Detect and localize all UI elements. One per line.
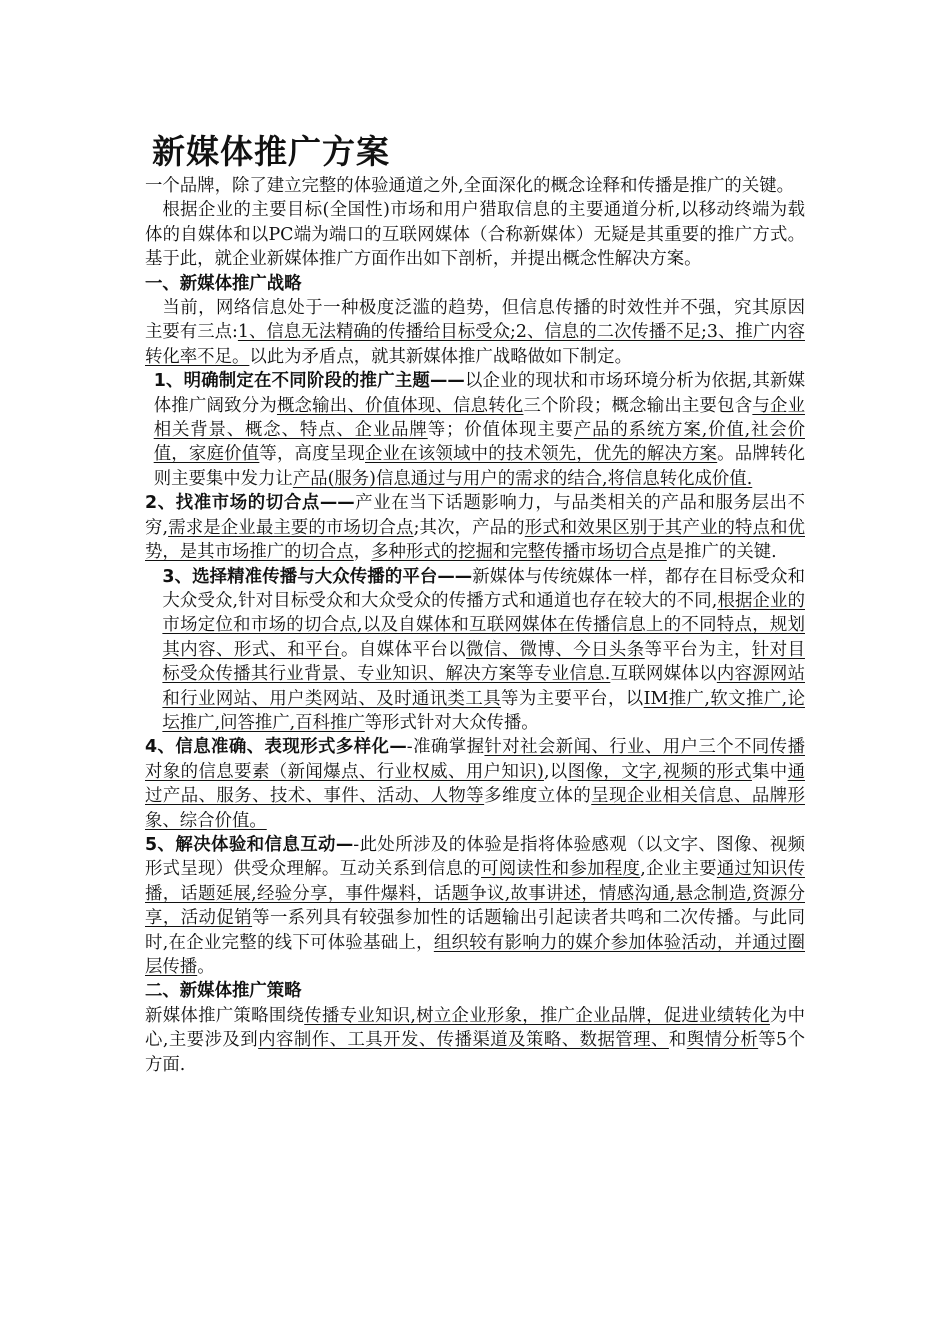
item-heading: 4、信息准确、表现形式多样化— bbox=[145, 737, 407, 758]
text-run: 当前，网络信息处于一种极度泛滥的趋势，但信息传播的时效性并不强，究其原因主要有三点: bbox=[145, 298, 805, 343]
section-2-heading: 二、新媒体推广策略 bbox=[145, 981, 302, 1002]
underlined-text: 概念输出、价值体现、信息转化 bbox=[276, 395, 524, 416]
text-run: -准确掌握 bbox=[406, 737, 485, 758]
item-heading: 2、找准市场的切合点—— bbox=[145, 493, 355, 514]
underlined-text: 传播专业知识,树立企业形象，推广企业品牌，促进业绩转化 bbox=[304, 1005, 770, 1026]
text-run: 产业在当下话题影响力，与品类相关的产品和服务层出不穷, bbox=[145, 493, 805, 538]
underlined-text: 多种形式的挖掘和完整传播市场切合点 bbox=[371, 542, 667, 563]
text-run: -此处所涉及的体验是指将体验感观（以文字、图像、视频形式呈现）供受众理解。互动关系到信息的 bbox=[145, 834, 805, 880]
underlined-text: 组织较有影响力的媒介参加体验活动，并通过圈层传播 bbox=[145, 932, 805, 977]
section-1-paragraph bbox=[145, 296, 805, 369]
document-body bbox=[145, 174, 805, 1077]
underlined-text: 图像，文字,视频的形式 bbox=[567, 761, 752, 782]
text-run: 。自媒体平台以 bbox=[341, 639, 467, 660]
text-run: 。 bbox=[197, 957, 215, 977]
underlined-text: 通过产品、服务、技术、事件、活动、人物等 bbox=[145, 761, 806, 807]
text-run: 等，高度呈现 bbox=[259, 444, 365, 465]
underlined-text: 微信、微博、今日头条 bbox=[466, 639, 645, 660]
underlined-text: 通过知识传播，话题延展,经验分享，事件爆料，话题争议,故事讲述，情感沟通,悬念制造,资源分享，活动促销 bbox=[145, 859, 805, 929]
underlined-text: 舆情分析 bbox=[686, 1030, 759, 1051]
underlined-text: 内容源网站和行业网站、用户类网站、及时通讯类工具 bbox=[162, 664, 805, 709]
text-run: 集中 bbox=[751, 761, 788, 782]
section-1-heading: 一、新媒体推广战略 bbox=[145, 273, 302, 294]
item-heading: 1、明确制定在不同阶段的推广主题—— bbox=[153, 371, 465, 392]
text-run: 和 bbox=[668, 1030, 687, 1051]
underlined-text: 针对目标受众传播其行业背景、专业知识、解决方案等专业信息. bbox=[162, 639, 805, 685]
text-run: ,企业主要 bbox=[640, 859, 717, 880]
text-run: 多维度立体的 bbox=[484, 786, 592, 807]
text-run: 是推广的关键. bbox=[666, 542, 777, 563]
text-run: 等为主要平台，以 bbox=[501, 688, 644, 709]
text-run: 三个阶段；概念输出主要包含 bbox=[523, 395, 753, 416]
item-heading: 3、选择精准传播与大众传播的平台—— bbox=[162, 566, 473, 587]
text-run: ， bbox=[353, 542, 372, 563]
text-run: 互联网媒体以 bbox=[610, 664, 717, 685]
underlined-text: 与企业相关背景、概念、特点、企业品牌 bbox=[153, 395, 805, 441]
underlined-text: IM推广,软文推广,论坛推广,问答推广,百科推广 bbox=[162, 688, 805, 733]
intro-paragraph-1: 一个品牌，除了建立完整的体验通道之外,全面深化的概念诠释和传播是推广的关键。 bbox=[145, 176, 794, 196]
text-run: 等5个方面. bbox=[145, 1030, 805, 1075]
text-run: 。品牌转化则主要集中发力让 bbox=[153, 444, 805, 489]
text-run: 新媒体与传统媒体一样，都存在目标受众和大众受众,针对目标受众和大众受众的传播方式和通道也存在较大的不同, bbox=[162, 566, 805, 611]
underlined-text: 针对社会新闻、行业、用户三个不同传播对象的信息要素（新闻爆点、行业权威、用户知识) bbox=[145, 737, 805, 782]
text-run: 等一系列具有较强参加性的话题输出引起读者共鸣和二次传播。与此同时,在企业完整的线下可体验基础上， bbox=[145, 908, 805, 953]
strategy-item-5 bbox=[145, 833, 805, 979]
underlined-text: 根据企业的市场定位和市场的切合点,以及自媒体和互联网媒体在传播信息上的不同特点，规划其内容、形式、和平台 bbox=[162, 590, 805, 660]
underlined-text: 呈现企业相关信息、品牌形象、综合价值。 bbox=[145, 786, 805, 831]
underlined-text: 形式和效果区别于其产业的特点和优势，是其市场推广的切合点 bbox=[145, 517, 805, 563]
intro-paragraph-2: 根据企业的主要目标(全国性)市场和用户猎取信息的主要通道分析,以移动终端为载体的自媒体和以PC端为端口的互联网媒体（合称新媒体）无疑是其重要的推广方式。基于此，就企业新媒体推广方面作出如下剖析，并提出概念性解决方案。 bbox=[145, 200, 805, 270]
underlined-text: 需求是企业最主要的市场切合点 bbox=[168, 517, 414, 538]
text-run: 为中心,主要涉及到 bbox=[145, 1005, 805, 1051]
text-run: 以企业的现状和市场环境分析为依据,其新媒体推广阔致分为 bbox=[153, 371, 805, 416]
underlined-text: 1、信息无法精确的传播给目标受众;2、信息的二次传播不足;3、推广内容转化率不足。 bbox=[145, 322, 805, 367]
strategy-item-3 bbox=[145, 565, 805, 736]
strategy-item-4 bbox=[145, 735, 805, 833]
strategy-item-2 bbox=[145, 491, 805, 564]
underlined-text: 可阅读性和参加程度 bbox=[481, 859, 641, 880]
text-run: ,以 bbox=[543, 761, 568, 782]
text-run: 等形式针对大众传播。 bbox=[364, 712, 539, 733]
underlined-text: 内容制作、工具开发、传播渠道及策略、数据管理、 bbox=[258, 1030, 669, 1051]
document-title: 新媒体推广方案 bbox=[152, 132, 390, 171]
text-run: ;其次，产品的 bbox=[413, 517, 525, 538]
text-run: 新媒体推广策略围绕 bbox=[145, 1005, 305, 1026]
underlined-text: 企业在该领域中的技术领先，优先的解决方案 bbox=[365, 444, 718, 465]
text-run: 以此为矛盾点，就其新媒体推广战略做如下制定。 bbox=[249, 346, 632, 367]
underlined-text: 产品(服务)信息通过与用户的需求的结合,将信息转化成价值. bbox=[292, 468, 753, 489]
text-run: 等；价值体现主要 bbox=[427, 420, 574, 441]
text-run: 等平台为主， bbox=[644, 639, 752, 660]
item-heading: 5、解决体验和信息互动— bbox=[145, 834, 354, 855]
underlined-text: 产品的系统方案,价值,社会价值，家庭价值 bbox=[153, 420, 805, 465]
strategy-item-1 bbox=[145, 369, 805, 491]
section-2-paragraph bbox=[145, 1004, 805, 1077]
